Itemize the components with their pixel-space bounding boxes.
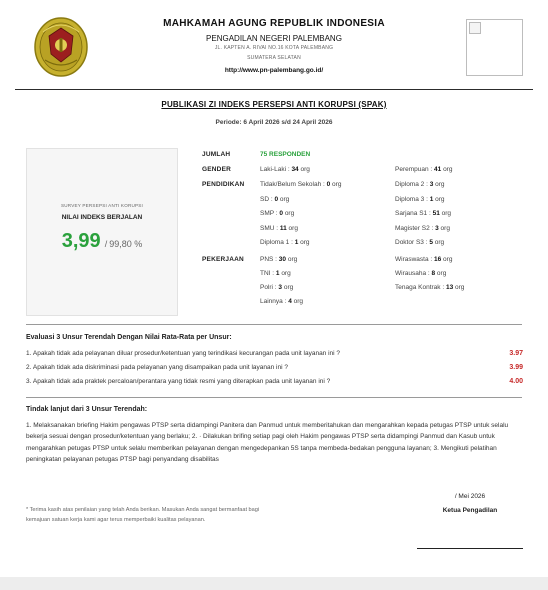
- evaluation-score: 3.97: [509, 350, 523, 357]
- index-value-row: [27, 230, 177, 253]
- pendidikan-label: PENDIDIKAN: [202, 181, 245, 188]
- court-province: SUMATERA SELATAN: [247, 55, 301, 61]
- jumlah-label: JUMLAH: [202, 151, 231, 158]
- followup-text: 1. Melaksanakan briefing Hakim pengawas PTSP serta didampingi Panitera dan Panmud untuk memberitahukan dan mengarahkan kepada petugas PTSP untuk selalu bekerja sesuai dengan prosedur/ketentuan yang berlaku; 2. · Dilakukan brifing setiap pagi oleh Hakim pengawas PTSP serta didampingi Panmud dan Kasub untuk mengarahkan petugas PTSP untuk selalu memberikan pelayanan dengan mengedepankan 5S tanpa membeda-bedakan pengguna layanan; 3. Mengikuti pelatihan peningkatan pelayanan petugas PTSP bagi penyandang disabilitas: [26, 422, 509, 463]
- index-percent: 99,80 %: [109, 239, 143, 249]
- index-label: NILAI INDEKS BERJALAN: [61, 214, 143, 221]
- job-wiraswasta: Wiraswasta : 16 org: [395, 256, 453, 263]
- edu-none: Tidak/Belum Sekolah : 0 org: [260, 181, 342, 188]
- evaluation-question: 1. Apakah tidak ada pelayanan diluar prosedur/ketentuan yang terindikasi kecurangan pada unit layanan ini ?: [26, 350, 341, 357]
- job-wirausaha: Wirausaha : 8 org: [395, 270, 447, 277]
- report-period: Periode: 6 April 2026 s/d 24 April 2026: [215, 119, 333, 126]
- broken-image-icon: [469, 22, 481, 34]
- page-bottom-band: [0, 577, 548, 590]
- section-divider: [26, 397, 522, 398]
- jumlah-value: 75 RESPONDEN: [260, 151, 311, 158]
- survey-label: SURVEY PERSEPSI ANTI KORUPSI: [60, 203, 144, 208]
- photo-placeholder: [466, 19, 523, 76]
- pekerjaan-label: PEKERJAAN: [202, 256, 244, 263]
- website-link[interactable]: http://www.pn-palembang.go.id/: [224, 67, 324, 74]
- court-emblem-icon: [33, 14, 89, 78]
- edu-sd: SD : 0 org: [260, 196, 290, 203]
- signatory-title: Ketua Pengadilan: [442, 507, 498, 514]
- edu-smu: SMU : 11 org: [260, 225, 298, 232]
- signature-line: [417, 548, 523, 549]
- edu-smp: SMP : 0 org: [260, 210, 295, 217]
- edu-d1: Diploma 1 : 1 org: [260, 239, 310, 246]
- evaluation-question: 3. Apakah tidak ada praktek percaloan/perantara yang tidak resmi yang diterapkan pada unit layanan ini ?: [26, 378, 331, 385]
- institution-title: MAHKAMAH AGUNG REPUBLIK INDONESIA: [163, 18, 385, 29]
- edu-s3: Doktor S3 : 5 org: [395, 239, 445, 246]
- job-kontrak: Tenaga Kontrak : 13 org: [395, 284, 465, 291]
- evaluation-score: 3.99: [509, 364, 523, 371]
- gender-male: Laki-Laki : 34 org: [260, 166, 310, 173]
- edu-s2: Magister S2 : 3 org: [395, 225, 450, 232]
- index-score-card: [26, 148, 178, 316]
- edu-d2: Diploma 2 : 3 org: [395, 181, 445, 188]
- job-tni: TNI : 1 org: [260, 270, 291, 277]
- court-address: JL. KAPTEN A. RIVAI NO.16 KOTA PALEMBANG: [214, 45, 334, 51]
- court-name: PENGADILAN NEGERI PALEMBANG: [206, 34, 342, 43]
- evaluation-question: 2. Apakah tidak ada diskriminasi pada pelayanan yang disampaikan pada unit layanan ini ?: [26, 364, 288, 371]
- signature-date: / Mei 2026: [454, 493, 486, 500]
- gender-female: Perempuan : 41 org: [395, 166, 453, 173]
- edu-d3: Diploma 3 : 1 org: [395, 196, 445, 203]
- index-value: 3,99: [61, 230, 101, 252]
- evaluation-heading: Evaluasi 3 Unsur Terendah Dengan Nilai Rata-Rata per Unsur:: [26, 334, 232, 341]
- followup-heading: Tindak lanjut dari 3 Unsur Terendah:: [26, 406, 148, 413]
- job-pns: PNS : 30 org: [260, 256, 298, 263]
- gender-label: GENDER: [202, 166, 232, 173]
- thank-you-note: * Terima kasih atas penilaian yang telah Anda berikan. Masukan Anda sangat bermanfaat bagi kemajuan satuan kerja kami agar terus memperbaiki kualitas pelayanan.: [26, 507, 260, 523]
- report-title: PUBLIKASI ZI INDEKS PERSEPSI ANTI KORUPSI (SPAK): [161, 100, 387, 109]
- evaluation-score: 4.00: [509, 378, 523, 385]
- edu-s1: Sarjana S1 : 51 org: [395, 210, 452, 217]
- section-divider: [26, 324, 522, 325]
- job-lainnya: Lainnya : 4 org: [260, 298, 304, 305]
- header-divider: [15, 89, 533, 90]
- index-separator: /: [104, 239, 108, 249]
- job-polri: Polri : 3 org: [260, 284, 294, 291]
